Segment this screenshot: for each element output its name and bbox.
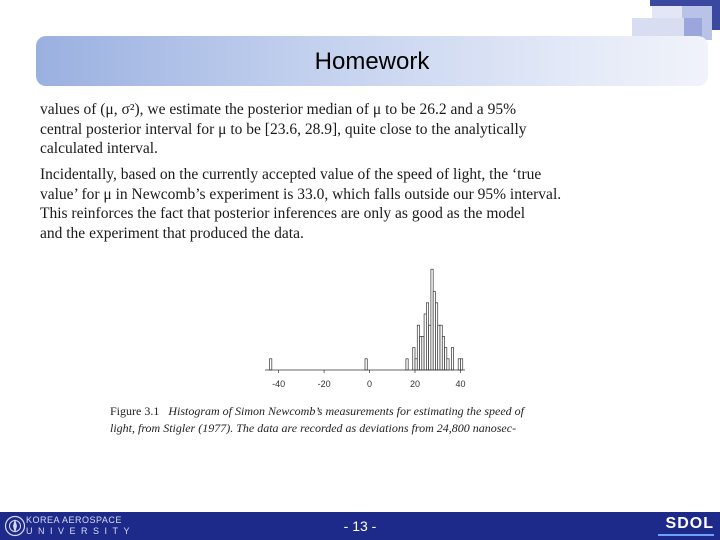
caption-line-1: Histogram of Simon Newcomb’s measurements for estimating the speed of	[168, 404, 524, 418]
x-axis-ticks	[272, 370, 465, 389]
university-name-line-1: KOREA AEROSPACE	[26, 515, 122, 525]
x-tick-label: -20	[317, 379, 331, 389]
histogram-bar	[447, 359, 449, 370]
figure-label: Figure 3.1	[110, 404, 160, 418]
histogram-bar	[270, 359, 272, 370]
title-bar	[36, 36, 708, 86]
histogram-bar	[365, 359, 367, 370]
text-line: value’ for μ in Newcomb’s experiment is 33.0, which falls outside our 95% interval.	[40, 185, 562, 203]
histogram-bar	[460, 359, 462, 370]
text-line: calculated interval.	[40, 140, 158, 157]
page-number: - 13 -	[343, 518, 377, 534]
histogram-bar	[406, 359, 408, 370]
x-tick-label: 20	[409, 379, 421, 389]
lab-logo: SDOL	[665, 515, 714, 532]
x-tick-label: 40	[455, 379, 466, 389]
lab-logo-underline	[658, 534, 714, 536]
paragraph-1	[40, 100, 622, 159]
x-tick-label: -40	[272, 379, 286, 389]
paragraph-2	[40, 165, 622, 243]
figure-caption	[110, 403, 600, 437]
slide-title: Homework	[314, 48, 430, 75]
text-line: and the experiment that produced the data.	[40, 224, 304, 242]
histogram-bars	[270, 269, 463, 370]
histogram-bar	[451, 348, 453, 370]
text-line: values of (μ, σ²), we estimate the posterior median of μ to be 26.2 and a 95%	[40, 101, 516, 118]
text-line: Incidentally, based on the currently accepted value of the speed of light, the ‘true	[40, 166, 542, 183]
university-name-line-2: UNIVERSITY	[26, 526, 136, 536]
x-tick-label: 0	[367, 379, 373, 389]
text-line: central posterior interval for μ to be [23.6, 28.9], quite close to the analytically	[40, 120, 527, 138]
text-line: This reinforces the fact that posterior inferences are only as good as the model	[40, 205, 526, 222]
footer-bar	[0, 512, 720, 540]
histogram-chart	[255, 250, 475, 400]
caption-line-2: light, from Stigler (1977). The data are recorded as deviations from 24,800 nanosec-	[110, 421, 517, 435]
